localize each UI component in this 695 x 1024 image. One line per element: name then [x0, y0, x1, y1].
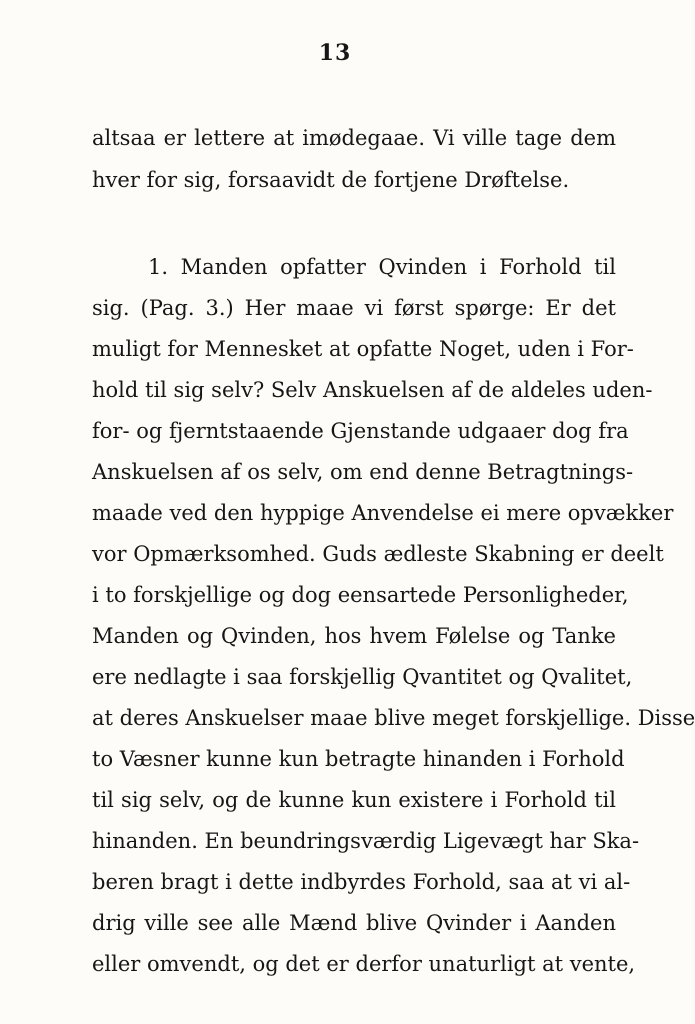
text-line: drig ville see alle Mænd blive Qvinder i Aanden	[92, 911, 616, 935]
text-line: hver for sig, forsaavidt de fortjene Drøftelse.	[92, 168, 570, 192]
text-line: at deres Anskuelser maae blive meget forskjellige. Disse	[92, 706, 695, 730]
text-line: for- og fjerntstaaende Gjenstande udgaaer dog fra	[92, 419, 629, 443]
page-number: 13	[318, 40, 352, 66]
text-line: altsaa er lettere at imødegaae. Vi ville tage dem	[92, 126, 616, 150]
text-line: hinanden. En beundringsværdig Ligevægt har Ska-	[92, 829, 640, 853]
text-line: sig. (Pag. 3.) Her maae vi først spørge: Er det	[92, 296, 616, 320]
text-line: i to forskjellige og dog eensartede Personligheder,	[92, 583, 629, 607]
text-line: eller omvendt, og det er derfor unaturligt at vente,	[92, 952, 636, 976]
text-line: to Væsner kunne kun betragte hinanden i Forhold	[92, 747, 625, 771]
text-line: Manden og Qvinden, hos hvem Følelse og Tanke	[92, 624, 616, 648]
text-line: til sig selv, og de kunne kun existere i Forhold til	[92, 788, 616, 812]
section-heading: 1. Manden opfatter Qvinden i Forhold til	[148, 255, 616, 279]
text-line: hold til sig selv? Selv Anskuelsen af de aldeles uden-	[92, 378, 653, 402]
text-line: maade ved den hyppige Anvendelse ei mere opvækker	[92, 501, 674, 525]
text-line: muligt for Mennesket at opfatte Noget, uden i For-	[92, 337, 634, 361]
text-line: beren bragt i dette indbyrdes Forhold, saa at vi al-	[92, 870, 631, 894]
text-line: ere nedlagte i saa forskjellig Qvantitet og Qvalitet,	[92, 665, 633, 689]
text-line: Anskuelsen af os selv, om end denne Betragtnings-	[92, 460, 634, 484]
text-line: vor Opmærksomhed. Guds ædleste Skabning er deelt	[92, 542, 664, 566]
